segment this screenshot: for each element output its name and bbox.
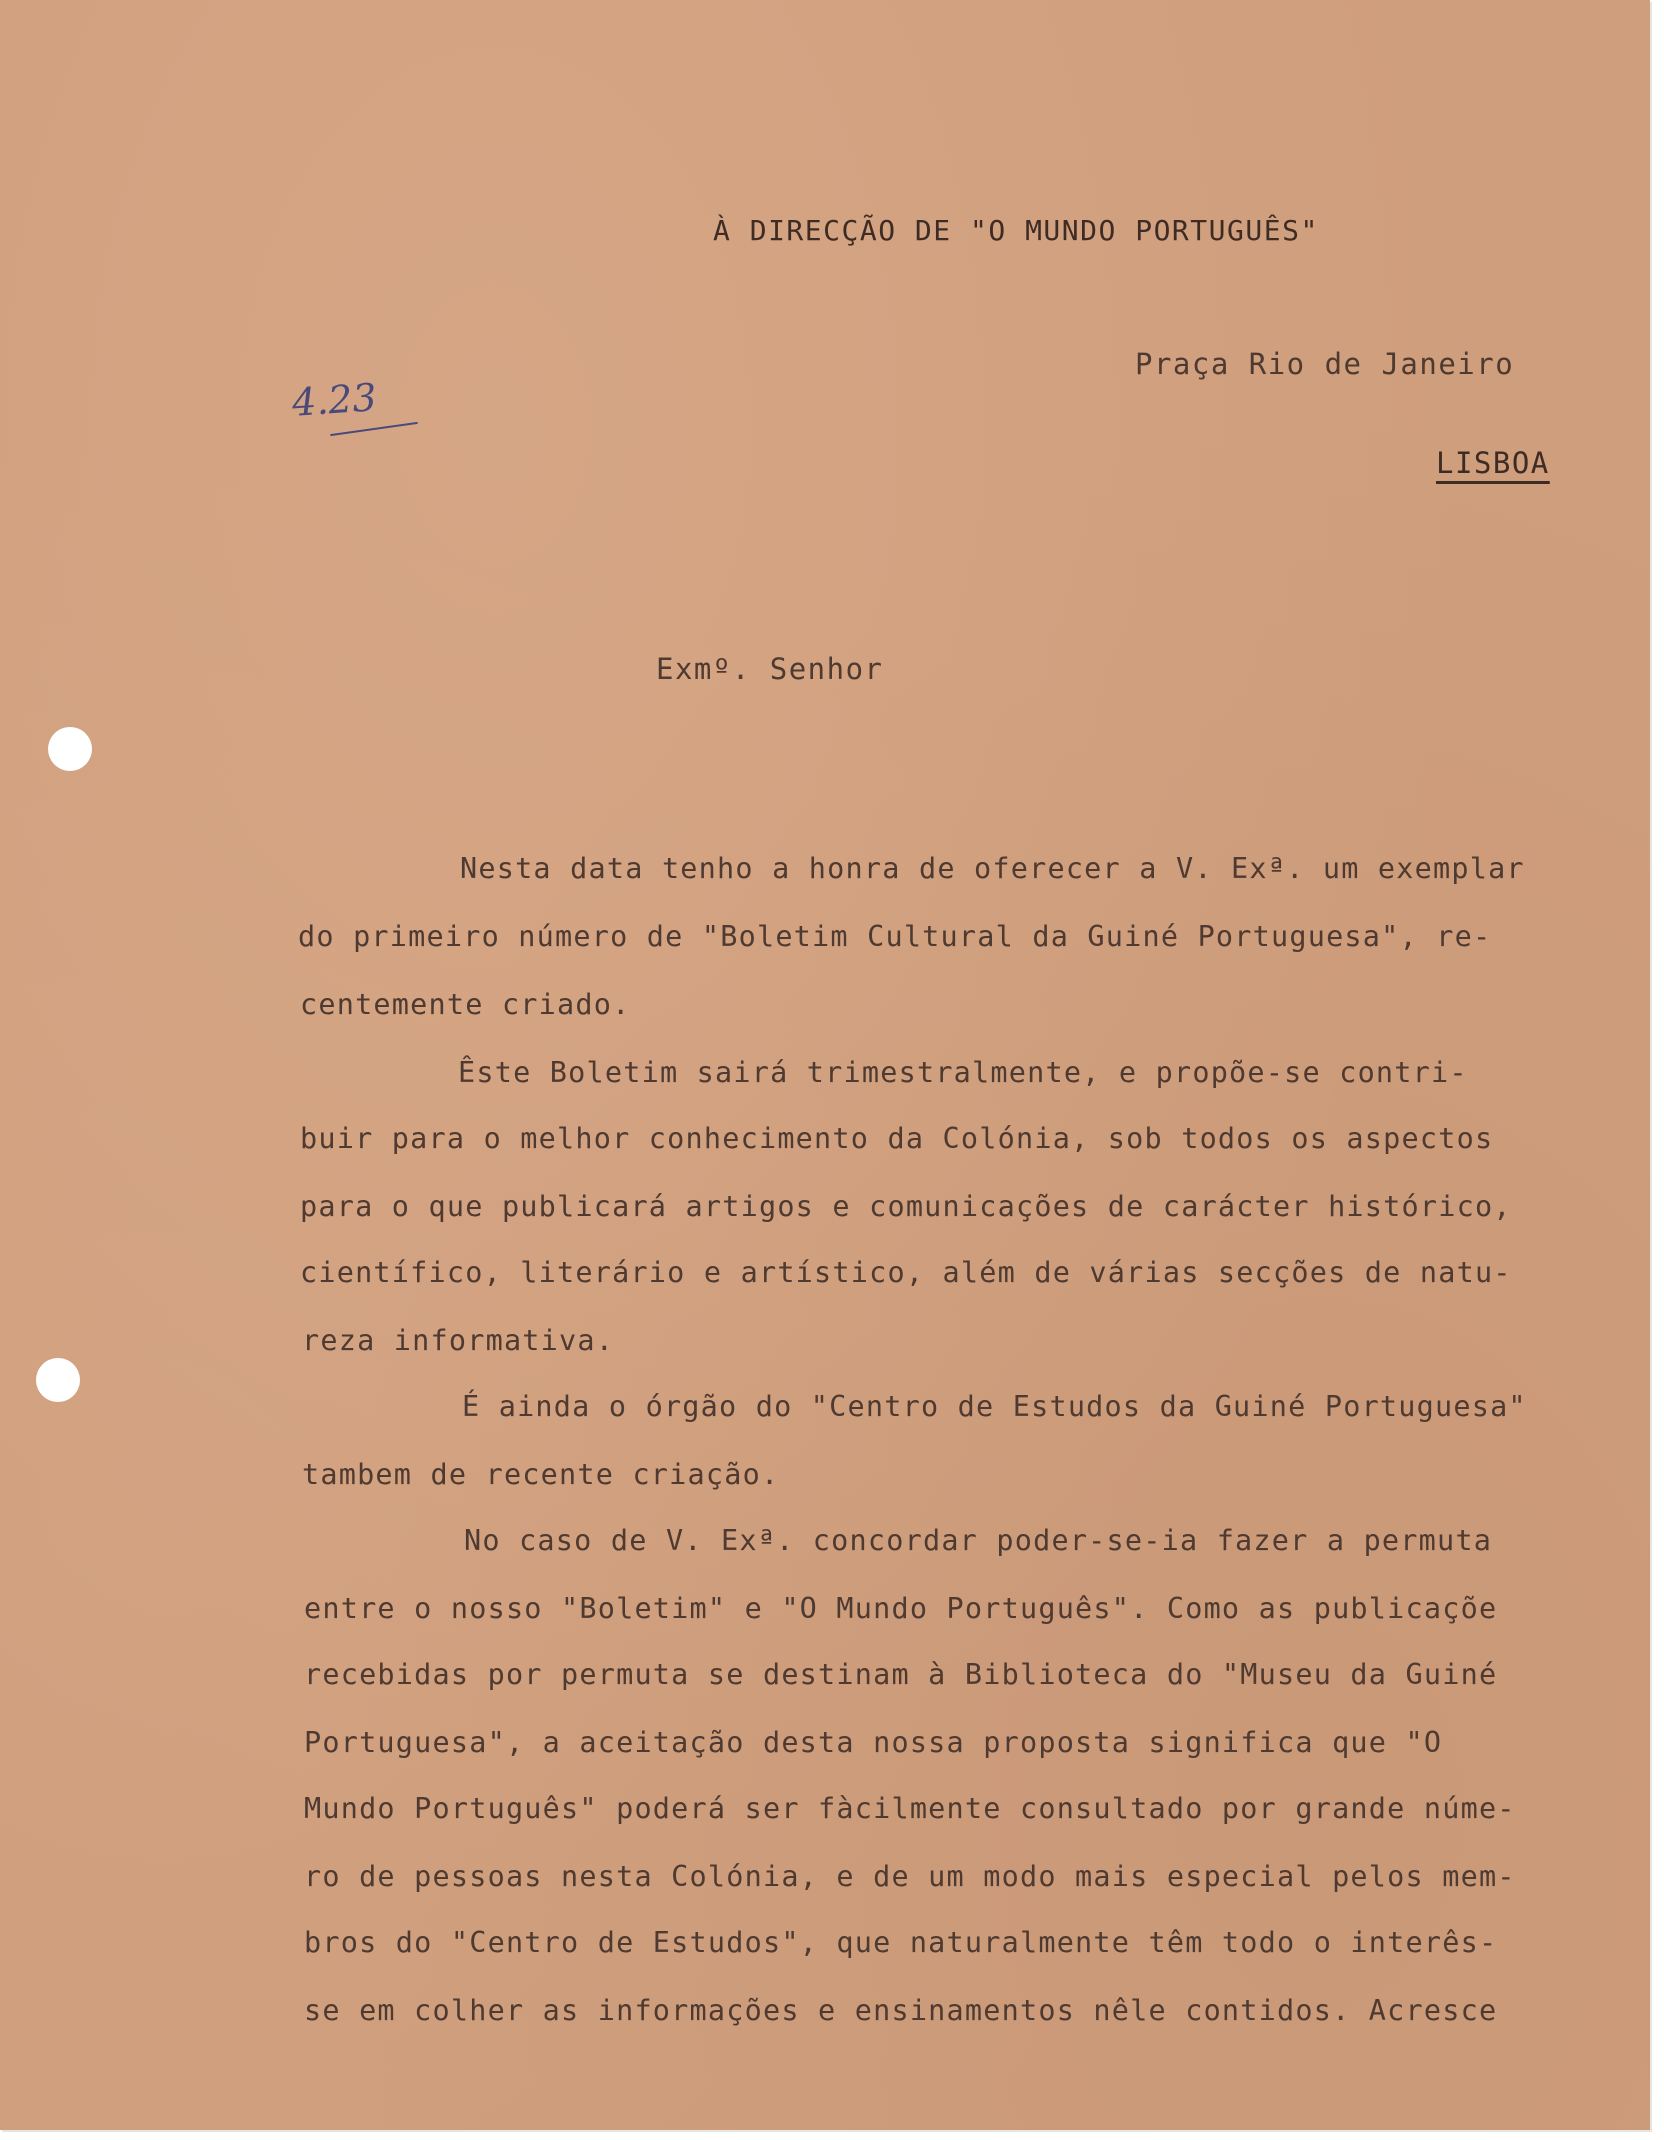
body-line: buir para o melhor conhecimento da Colónia, sob todos os aspectos — [300, 1122, 1494, 1155]
body-line: tambem de recente criação. — [302, 1458, 780, 1491]
body-line: No caso de V. Exª. concordar poder-se-ia fazer a permuta — [464, 1524, 1493, 1557]
address-street: Praça Rio de Janeiro — [1135, 347, 1515, 381]
body-line: do primeiro número de "Boletim Cultural da Guiné Portuguesa", re- — [298, 920, 1492, 953]
punch-hole-top — [48, 727, 92, 771]
body-line: reza informativa. — [302, 1324, 615, 1357]
body-line: ro de pessoas nesta Colónia, e de um modo mais especial pelos mem- — [304, 1860, 1516, 1893]
body-line: se em colher as informações e ensinamentos nêle contidos. Acresce — [304, 1994, 1498, 2027]
body-line: entre o nosso "Boletim" e "O Mundo Português". Como as publicaçõe — [304, 1592, 1498, 1625]
body-line: bros do "Centro de Estudos", que naturalmente têm todo o interês- — [304, 1926, 1498, 1959]
address-city: LISBOA — [1436, 446, 1550, 480]
annotation-underline — [330, 422, 417, 436]
body-line: recebidas por permuta se destinam à Biblioteca do "Museu da Guiné — [304, 1658, 1498, 1691]
body-line: centemente criado. — [300, 988, 631, 1021]
body-line: Portuguesa", a aceitação desta nossa proposta significa que "O — [304, 1726, 1443, 1759]
body-line: científico, literário e artístico, além de várias secções de natu- — [300, 1256, 1512, 1289]
punch-hole-bottom — [36, 1358, 80, 1402]
body-line: para o que publicará artigos e comunicações de carácter histórico, — [300, 1190, 1512, 1223]
body-line: É ainda o órgão do "Centro de Estudos da Guiné Portuguesa" — [462, 1390, 1527, 1423]
body-line: Mundo Português" poderá ser fàcilmente consultado por grande núme- — [304, 1792, 1516, 1825]
letter-heading: À DIRECÇÃO DE "O MUNDO PORTUGUÊS" — [713, 214, 1319, 247]
body-line: Nesta data tenho a honra de oferecer a V. Exª. um exemplar — [460, 852, 1525, 885]
salutation: Exmº. Senhor — [656, 652, 884, 686]
body-line: Êste Boletim sairá trimestralmente, e propõe-se contri- — [458, 1056, 1468, 1089]
handwritten-annotation: 4.23 — [290, 375, 379, 425]
